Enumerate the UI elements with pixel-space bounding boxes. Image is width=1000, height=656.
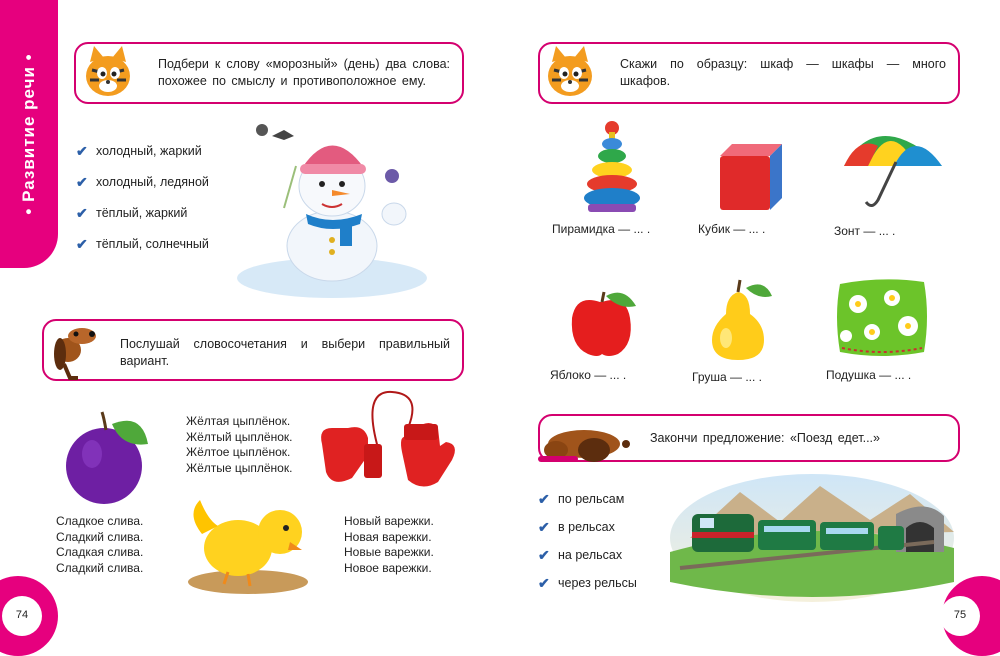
phrase[interactable]: Новый варежки. xyxy=(344,514,434,528)
phrase[interactable]: Новое варежки. xyxy=(344,560,432,575)
dog-icon xyxy=(44,320,104,382)
option-3[interactable]: ✔ тёплый, жаркий xyxy=(76,204,188,221)
page-number: 74 xyxy=(15,609,29,621)
task3-text: Скажи по образцу: шкаф — шкафы — много шкафов. xyxy=(620,57,946,88)
section-tab-label: • Развитие речи • xyxy=(19,53,38,215)
phrase[interactable]: Жёлтое цыплёнок. xyxy=(186,445,291,459)
task2-text: Послушай словосочетания и выбери правильный вариант. xyxy=(120,337,450,368)
pyramid-toy-illustration xyxy=(582,118,642,216)
task4-text: Закончи предложение: «Поезд едет...» xyxy=(650,431,880,445)
phrase[interactable]: Сладкий слива. xyxy=(56,560,144,575)
chick-illustration xyxy=(178,484,328,596)
mitten-phrases xyxy=(344,514,434,576)
train-illustration xyxy=(670,472,954,604)
check-icon: ✔ xyxy=(538,518,550,535)
apple-illustration xyxy=(566,288,638,360)
option-3[interactable]: ✔ на рельсах xyxy=(538,546,623,563)
option-4[interactable]: ✔ через рельсы xyxy=(538,574,637,591)
chick-phrases xyxy=(186,414,292,476)
pillow-illustration xyxy=(832,276,932,360)
phrase[interactable]: Новая варежки. xyxy=(344,529,432,544)
item-label-pear: Груша — ... . xyxy=(692,370,763,384)
check-icon: ✔ xyxy=(76,204,88,221)
check-icon: ✔ xyxy=(538,546,550,563)
check-icon: ✔ xyxy=(76,142,88,159)
umbrella-illustration xyxy=(838,116,948,216)
item-label-cube: Кубик — ... . xyxy=(698,222,766,236)
mittens-illustration xyxy=(312,388,462,496)
option-4[interactable]: ✔ тёплый, солнечный xyxy=(76,235,209,252)
item-label-pillow: Подушка — ... . xyxy=(826,368,912,382)
cube-toy-illustration xyxy=(712,140,786,214)
task1-options xyxy=(76,142,209,253)
item-label-umbrella: Зонт — ... . xyxy=(834,224,896,238)
phrase[interactable]: Жёлтые цыплёнок. xyxy=(186,460,293,475)
tiger-icon xyxy=(78,40,142,104)
check-icon: ✔ xyxy=(76,173,88,190)
option-1[interactable]: ✔ холодный, жаркий xyxy=(76,142,202,159)
plum-illustration xyxy=(62,408,154,508)
tiger-icon xyxy=(540,40,604,104)
page-number: 75 xyxy=(953,609,967,621)
check-icon: ✔ xyxy=(538,574,550,591)
check-icon: ✔ xyxy=(76,235,88,252)
phrase[interactable]: Сладкое слива. xyxy=(56,514,144,528)
phrase[interactable]: Жёлтая цыплёнок. xyxy=(186,414,291,428)
task1-text: Подбери к слову «морозный» (день) два слова: похожее по смыслу и противоположное ему. xyxy=(158,57,450,88)
item-label-apple: Яблоко — ... . xyxy=(550,368,627,382)
phrase[interactable]: Новые варежки. xyxy=(344,545,434,559)
phrase[interactable]: Жёлтый цыплёнок. xyxy=(186,429,293,444)
option-1[interactable]: ✔ по рельсам xyxy=(538,490,625,507)
snowman-illustration xyxy=(232,118,432,303)
option-2[interactable]: ✔ в рельсах xyxy=(538,518,615,535)
pear-illustration xyxy=(706,278,776,362)
phrase[interactable]: Сладкий слива. xyxy=(56,529,144,544)
item-label-pyramid: Пирамидка — ... . xyxy=(552,222,651,236)
task4-options xyxy=(538,490,637,592)
check-icon: ✔ xyxy=(538,490,550,507)
phrase[interactable]: Сладкая слива. xyxy=(56,545,144,559)
option-2[interactable]: ✔ холодный, ледяной xyxy=(76,173,209,190)
sleeping-dog-icon xyxy=(534,424,634,468)
plum-phrases xyxy=(56,514,143,576)
